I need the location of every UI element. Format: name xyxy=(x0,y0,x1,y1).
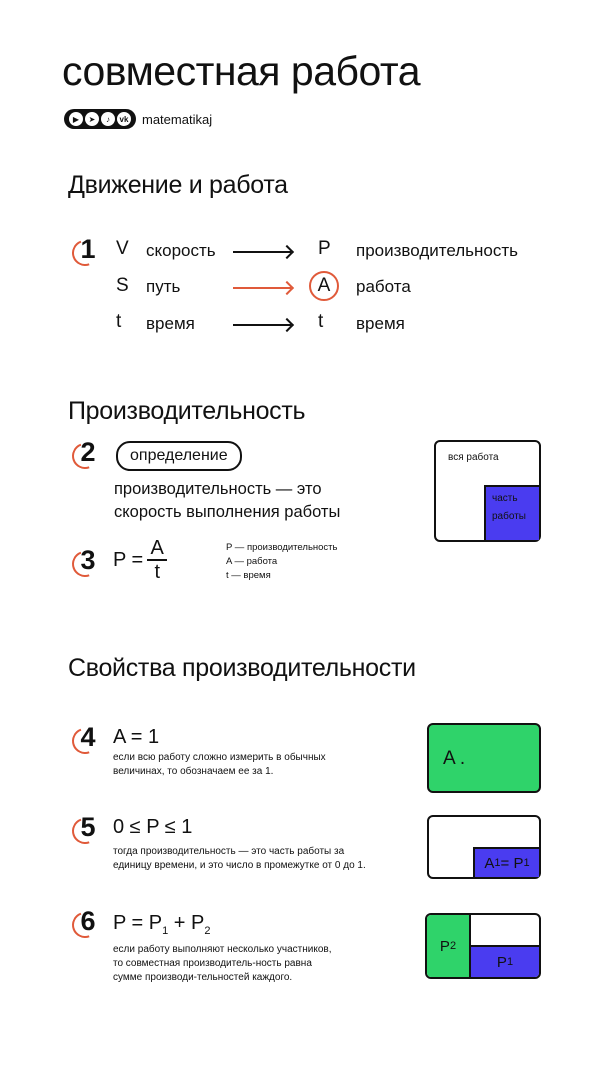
row1-right-letter: P xyxy=(318,238,331,259)
property-formula-4: A = 1 xyxy=(113,726,160,748)
formula-legend xyxy=(226,541,337,583)
section-heading-motion: Движение и работа xyxy=(68,171,288,199)
property-formula-5: 0 ≤ P ≤ 1 xyxy=(113,816,193,838)
number-mark-icon xyxy=(68,236,103,271)
formula-numerator: A xyxy=(150,537,164,559)
section-heading-properties: Свойства производительности xyxy=(68,654,416,682)
property-text-4-line1: если всю работу сложно измерить в обычных xyxy=(113,752,326,763)
legend-line-1: P — производительность xyxy=(226,542,338,553)
arrow-right-icon xyxy=(233,324,291,326)
row3-right-word: время xyxy=(356,314,405,333)
circled-letter-a: A xyxy=(309,271,339,301)
vk-icon[interactable]: vk xyxy=(117,112,131,126)
full-work-box xyxy=(427,723,541,793)
social-icons-pill[interactable] xyxy=(64,109,136,129)
step-number-4: 4 xyxy=(76,722,100,752)
tiktok-icon[interactable]: ♪ xyxy=(101,112,115,126)
property-text-5-line1: тогда производительность — это часть работы за xyxy=(113,846,345,857)
step-number-2: 2 xyxy=(76,437,100,467)
diagram-inner-label-2: работы xyxy=(492,511,526,522)
row1-right-word: производительность xyxy=(356,241,518,260)
property-text-6-line3: сумме производи-тельностей каждого. xyxy=(113,972,293,983)
diagram-part-block xyxy=(484,485,539,540)
step-number-3: 3 xyxy=(76,545,100,575)
number-mark-icon xyxy=(68,814,103,849)
arrow-right-icon xyxy=(233,287,291,289)
telegram-icon[interactable]: ➤ xyxy=(85,112,99,126)
step-number-5: 5 xyxy=(76,812,100,842)
work-diagram xyxy=(434,440,541,542)
handle-text[interactable]: matematikaj xyxy=(142,111,213,127)
number-mark-icon xyxy=(68,724,103,759)
number-mark-icon xyxy=(68,439,103,474)
property-formula-6: $P = P_1 + P_2$ xyxy=(113,912,211,937)
social-links xyxy=(64,108,212,130)
formula-left: P = xyxy=(113,548,144,571)
participant-2-block: P 2 xyxy=(427,915,471,977)
row3-left-letter: t xyxy=(116,311,122,332)
row2-left-letter: S xyxy=(116,275,129,296)
number-mark-icon xyxy=(68,547,103,582)
property-text-4-line2: величинах, то обозначаем ее за 1. xyxy=(113,766,274,777)
row3-left-word: время xyxy=(146,314,195,333)
definition-badge: определение xyxy=(116,441,242,471)
section-heading-productivity: Производительность xyxy=(68,397,306,425)
formula-denominator: t xyxy=(154,561,160,583)
participant-1-block: P 1 xyxy=(471,945,539,977)
definition-line-2: скорость выполнения работы xyxy=(114,503,341,521)
step-number-6: 6 xyxy=(76,906,100,936)
row1-left-letter: V xyxy=(116,238,129,259)
property-text-6-line1: если работу выполняют несколько участников, xyxy=(113,944,332,955)
row2-right-word: работа xyxy=(356,277,411,296)
diagram-outer-label: вся работа xyxy=(448,452,499,463)
diagram-inner-label-1: часть xyxy=(492,493,518,504)
property-text-6-line2: то совместная производитель-ность равна xyxy=(113,958,312,969)
property-text-5-line2: единицу времени, и это число в промежутке от 0 до 1. xyxy=(113,860,366,871)
legend-line-3: t — время xyxy=(226,570,271,581)
number-mark-icon xyxy=(68,908,103,943)
step-number-1: 1 xyxy=(76,234,100,264)
legend-line-2: A — работа xyxy=(226,556,278,567)
part-work-box xyxy=(427,815,541,879)
row2-left-word: путь xyxy=(146,277,181,296)
row3-right-letter: t xyxy=(318,311,324,332)
joint-work-box xyxy=(425,913,541,979)
youtube-icon[interactable]: ▶ xyxy=(69,112,83,126)
arrow-right-icon xyxy=(233,251,291,253)
full-work-label: A . xyxy=(443,748,466,769)
definition-line-1: производительность — это xyxy=(114,480,322,498)
formula-fraction xyxy=(147,537,167,583)
row1-left-word: скорость xyxy=(146,241,216,260)
page-title: совместная работа xyxy=(62,48,420,94)
part-work-block: A 1 = P 1 xyxy=(473,847,539,877)
productivity-formula xyxy=(113,537,167,583)
